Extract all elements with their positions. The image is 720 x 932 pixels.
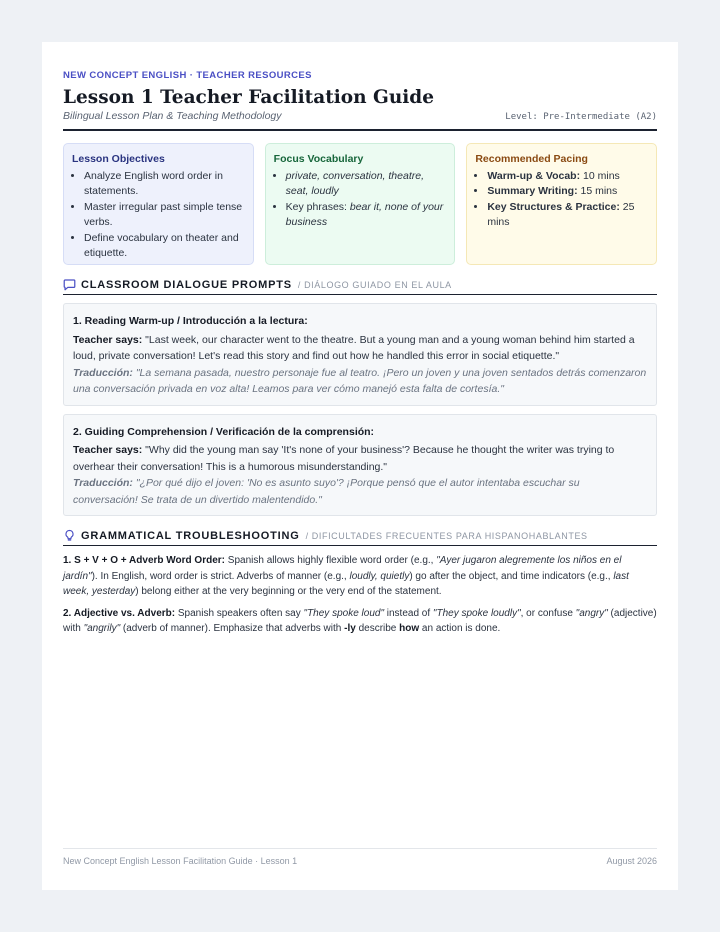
teacher-label: Teacher says: xyxy=(73,333,143,346)
note-example: "angrily" xyxy=(83,623,121,634)
dialogue-prompt xyxy=(63,414,657,517)
pacing-label: Summary Writing: xyxy=(487,185,578,197)
pacing-title: Recommended Pacing xyxy=(475,153,588,165)
teacher-line xyxy=(73,442,647,475)
translation-label: Traducción: xyxy=(73,477,133,489)
dialogue-section-title: CLASSROOM DIALOGUE PROMPTS xyxy=(81,278,292,291)
pacing-value: 10 mins xyxy=(580,169,620,182)
phrases-text: bear it, none of your business xyxy=(285,200,444,228)
objectives-list xyxy=(72,169,245,262)
note-label: 1. S + V + O + Adverb Word Order: xyxy=(63,555,225,566)
phrases-label: Key phrases: xyxy=(285,200,350,213)
prompt-heading: 2. Guiding Comprehension / Verificación de la comprensión: xyxy=(73,425,375,438)
teacher-line xyxy=(73,332,647,365)
vocabulary-words: • private, conversation, theatre, seat, loudly xyxy=(286,169,447,200)
grammar-notes xyxy=(63,553,657,637)
note-example: "They spoke loud" xyxy=(303,607,384,619)
footer-left: New Concept English Lesson Facilitation Guide · Lesson 1 xyxy=(63,856,298,866)
translation-line xyxy=(73,475,647,508)
note-emphasis: how xyxy=(399,623,420,634)
page-title: Lesson 1 Teacher Facilitation Guide xyxy=(63,87,435,108)
objective-item: • Define vocabulary on theater and etiquette. xyxy=(84,231,245,262)
note-text: ). In English, word order is strict. Adverbs of manner (e.g., xyxy=(91,570,350,582)
vocabulary-card xyxy=(265,143,456,265)
speech-bubble-icon xyxy=(63,278,76,291)
note-example: last week, yesterday xyxy=(63,570,629,597)
note-text: ) belong either at the very beginning or the very end of the statement. xyxy=(135,586,442,597)
vocabulary-title: Focus Vocabulary xyxy=(273,153,364,165)
grammar-section-subtitle: / DIFICULTADES FRECUENTES PARA HISPANOHABLANTES xyxy=(305,530,588,541)
translation-text: "La semana pasada, nuestro personaje fue al teatro. ¡Pero un joven y una joven sentados detrás comenzaron una conversación privada en voz alta! Leamos para ver cómo manejó esta falta de cortesía." xyxy=(73,366,647,395)
pacing-value: 15 mins xyxy=(577,185,618,197)
dialogue-prompt xyxy=(63,303,657,406)
dialogue-section-subtitle: / DIÁLOGO GUIADO EN EL AULA xyxy=(297,279,452,290)
note-emphasis: -ly xyxy=(344,623,356,634)
grammar-section-header xyxy=(63,529,657,546)
translation-text: "¿Por qué dijo el joven: 'No es asunto suyo'? ¡Porque pensó que el autor intentaba escuchar su conversación! Se trata de un divertido malentendido." xyxy=(73,477,580,506)
note-text: (adverb of manner). Emphasize that adverbs with xyxy=(120,623,345,634)
note-text: Spanish allows highly flexible word order (e.g., xyxy=(225,555,437,566)
note-text: ) go after the object, and time indicators (e.g., xyxy=(409,570,614,582)
summary-cards xyxy=(63,143,657,265)
footer-date: August 2026 xyxy=(606,856,657,866)
note-text: Spanish speakers often say xyxy=(175,607,304,619)
grammar-note xyxy=(63,553,657,600)
pacing-label: Key Structures & Practice: xyxy=(487,200,620,213)
pacing-list xyxy=(475,169,648,231)
note-label: 2. Adjective vs. Adverb: xyxy=(63,607,176,619)
pacing-item xyxy=(487,200,648,231)
subtitle-row xyxy=(63,110,657,131)
lightbulb-icon xyxy=(63,529,76,542)
page-footer xyxy=(63,848,657,866)
objective-item: • Analyze English word order in statements. xyxy=(84,169,245,200)
teacher-text: "Last week, our character went to the theatre. But a young man and a young woman behind him started a loud, private conversation! Let's read this story and find out how he handled this error in social etiquette." xyxy=(73,333,635,362)
lesson-page xyxy=(42,42,678,890)
prompt-heading: 1. Reading Warm-up / Introducción a la lectura: xyxy=(73,315,308,327)
teacher-text: "Why did the young man say 'It's none of your business'? Because he thought the writer was trying to overhear their conversation! This is a humorous misunderstanding." xyxy=(73,444,615,473)
level-label: Level: Pre-Intermediate (A2) xyxy=(505,112,657,122)
vocabulary-list xyxy=(274,169,447,231)
grammar-note xyxy=(63,606,657,637)
note-text: instead of xyxy=(384,607,433,619)
pacing-card xyxy=(466,143,657,265)
dialogue-section-header xyxy=(63,278,657,295)
note-text: describe xyxy=(355,623,400,634)
note-example: "They spoke loudly" xyxy=(432,607,521,619)
pacing-value: 25 mins xyxy=(487,200,635,228)
translation-label: Traducción: xyxy=(73,366,133,379)
translation-line xyxy=(73,365,647,398)
pacing-item xyxy=(487,169,648,185)
vocabulary-phrases xyxy=(286,200,447,231)
note-example: "Ayer jugaron alegremente los niños en el jardín" xyxy=(63,555,622,582)
teacher-label: Teacher says: xyxy=(73,444,143,456)
note-example: "angry" xyxy=(575,607,608,619)
note-text: an action is done. xyxy=(419,623,501,634)
note-text: (adjective) with xyxy=(63,607,657,634)
eyebrow: NEW CONCEPT ENGLISH · TEACHER RESOURCES xyxy=(63,70,312,81)
pacing-label: Warm-up & Vocab: xyxy=(487,169,581,182)
objectives-card xyxy=(63,143,254,265)
objectives-title: Lesson Objectives xyxy=(72,153,165,165)
pacing-item xyxy=(487,184,648,200)
note-example: loudly, quietly xyxy=(349,570,410,582)
page-subtitle: Bilingual Lesson Plan & Teaching Methodology xyxy=(63,110,282,122)
note-text: , or confuse xyxy=(520,607,576,619)
objective-item: • Master irregular past simple tense verbs. xyxy=(84,200,245,231)
grammar-section-title: GRAMMATICAL TROUBLESHOOTING xyxy=(81,529,300,542)
